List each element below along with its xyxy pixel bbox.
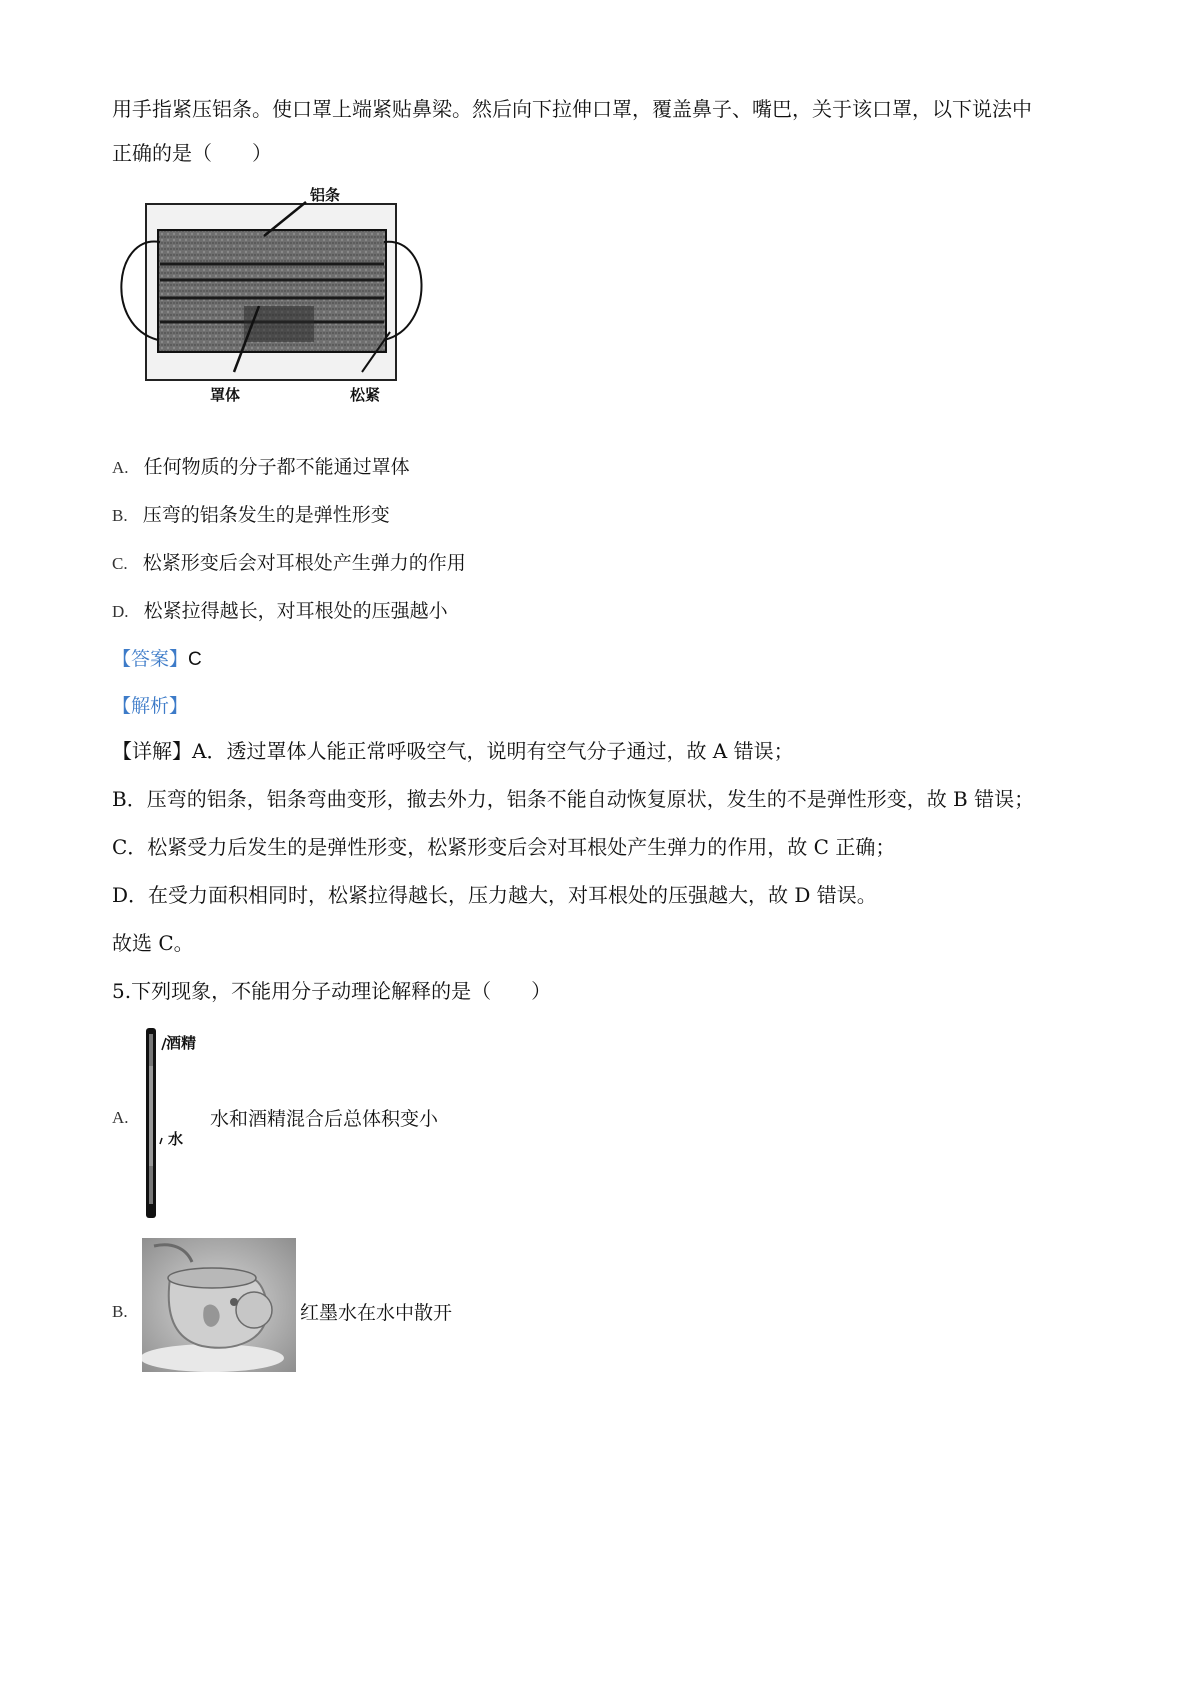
tube-figure	[140, 1026, 210, 1222]
question-stem-line-1: 用手指紧压铝条。使口罩上端紧贴鼻梁。然后向下拉伸口罩，覆盖鼻子、嘴巴，关于该口罩，以下说法中	[112, 97, 1032, 121]
option-letter: A.	[112, 458, 129, 477]
option-letter: D.	[112, 602, 129, 621]
option-letter: B.	[112, 506, 128, 525]
q5-option-b-letter-wrap	[112, 1302, 128, 1322]
label-mask-body: 罩体	[210, 386, 241, 404]
question-stem-line-2: 正确的是（ ）	[112, 141, 272, 165]
option-c	[112, 548, 466, 575]
option-text: 松紧拉得越长，对耳根处的压强越小	[143, 600, 448, 622]
analysis-tag: 【解析】	[112, 695, 189, 717]
option-b	[112, 500, 390, 527]
option-text: 压弯的铝条发生的是弹性形变	[142, 504, 390, 526]
q5-option-b-text: 红墨水在水中散开	[300, 1302, 453, 1324]
question-5-stem: 5.下列现象，不能用分子动理论解释的是（ ）	[112, 979, 552, 1003]
detail-line-5: 故选 C。	[112, 931, 194, 955]
mask-figure	[104, 176, 434, 426]
label-water: 水	[168, 1130, 184, 1148]
label-alcohol: 酒精	[166, 1034, 197, 1052]
detail-line-2: B．压弯的铝条，铝条弯曲变形，撤去外力，铝条不能自动恢复原状，发生的不是弹性形变，故 B 错误；	[112, 787, 1035, 811]
option-letter: A.	[112, 1108, 129, 1127]
option-text: 任何物质的分子都不能通过罩体	[143, 456, 410, 478]
label-elastic: 松紧	[350, 386, 381, 404]
label-aluminum-strip: 铝条	[310, 186, 341, 204]
answer-value: C	[188, 649, 202, 670]
ink-in-water-photo	[142, 1238, 296, 1372]
detail-line-3: C．松紧受力后发生的是弹性形变，松紧形变后会对耳根处产生弹力的作用，故 C 正确；	[112, 835, 896, 859]
option-d	[112, 596, 448, 623]
q5-option-a-text: 水和酒精混合后总体积变小	[210, 1108, 439, 1130]
option-letter: B.	[112, 1302, 128, 1321]
option-letter: C.	[112, 554, 128, 573]
answer-line	[112, 644, 202, 671]
q5-option-a-letter-wrap	[112, 1108, 129, 1128]
detail-line-4: D．在受力面积相同时，松紧拉得越长，压力越大，对耳根处的压强越大，故 D 错误。	[112, 883, 877, 907]
option-a	[112, 452, 410, 479]
option-text: 松紧形变后会对耳根处产生弹力的作用	[142, 552, 466, 574]
answer-tag: 【答案】	[112, 648, 189, 670]
detail-line-1: 【详解】A．透过罩体人能正常呼吸空气，说明有空气分子通过，故 A 错误；	[112, 739, 794, 763]
analysis-line	[112, 691, 188, 718]
